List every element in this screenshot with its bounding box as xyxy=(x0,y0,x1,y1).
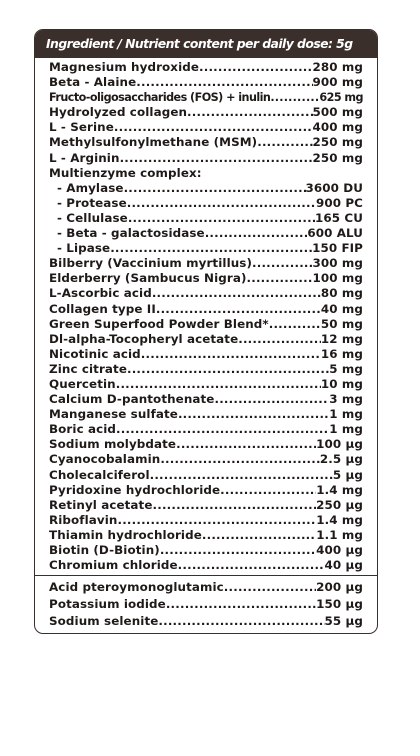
nutrient-amount: 50 mg xyxy=(320,316,363,331)
nutrient-name: Sodium selenite xyxy=(49,614,159,629)
nutrient-amount: 100 µg xyxy=(316,437,363,452)
nutrient-name: Methylsulfonylmethane (MSM) xyxy=(49,135,258,150)
dot-leader xyxy=(150,468,333,483)
nutrient-row xyxy=(49,256,363,271)
dot-leader xyxy=(214,392,329,407)
nutrient-row xyxy=(49,347,363,362)
nutrient-row xyxy=(49,211,363,226)
nutrient-amount: 600 ALU xyxy=(307,226,363,241)
nutrient-row xyxy=(49,392,363,407)
nutrient-amount: 2.5 µg xyxy=(319,452,363,467)
nutrient-amount: 150 µg xyxy=(316,597,363,612)
nutrient-amount: 16 mg xyxy=(320,346,363,361)
nutrient-name: - Amylase xyxy=(57,180,124,195)
nutrient-row xyxy=(49,317,363,332)
nutrient-amount: 200 µg xyxy=(316,580,363,595)
nutrient-row xyxy=(49,302,363,317)
dot-leader xyxy=(124,181,306,196)
nutrient-row xyxy=(49,558,363,573)
nutrient-name: Potassium iodide xyxy=(49,597,166,612)
dot-leader xyxy=(187,105,312,120)
dot-leader xyxy=(127,362,329,377)
nutrient-amount: 150 FIP xyxy=(312,241,363,256)
nutrient-name: Boric acid xyxy=(49,422,117,437)
dot-leader xyxy=(127,196,316,211)
nutrient-row xyxy=(49,452,363,467)
dot-leader xyxy=(220,483,316,498)
nutrient-row xyxy=(49,196,363,211)
section-divider xyxy=(35,575,377,576)
dot-leader xyxy=(205,226,308,241)
nutrient-list xyxy=(35,58,377,573)
dot-leader xyxy=(178,407,329,422)
dot-leader xyxy=(120,151,313,166)
nutrient-row xyxy=(49,120,363,135)
nutrient-amount: 55 µg xyxy=(324,614,363,629)
nutrient-row xyxy=(49,596,363,613)
dot-leader xyxy=(116,422,329,437)
dot-leader xyxy=(110,241,312,256)
dot-leader xyxy=(176,437,316,452)
nutrient-row xyxy=(49,135,363,150)
nutrient-amount: 250 mg xyxy=(312,135,363,150)
nutrient-name: Chromium chloride xyxy=(49,558,178,573)
nutrient-amount: 40 mg xyxy=(320,301,363,316)
nutrient-name: - Cellulase xyxy=(57,210,128,225)
nutrient-name: - Lipase xyxy=(57,241,111,256)
nutrient-name: Bilberry (Vaccinium myrtillus) xyxy=(49,256,253,271)
dot-leader xyxy=(199,60,313,75)
nutrient-amount: 500 mg xyxy=(312,105,363,120)
nutrient-amount: 250 µg xyxy=(316,497,363,512)
dot-leader xyxy=(136,75,312,90)
nutrient-amount: 5 mg xyxy=(329,361,363,376)
dot-leader xyxy=(160,543,316,558)
nutrient-row xyxy=(49,407,363,422)
nutrient-amount: 12 mg xyxy=(320,331,363,346)
nutrient-row xyxy=(49,241,363,256)
dot-leader xyxy=(269,317,321,332)
dot-leader xyxy=(114,120,313,135)
nutrient-amount: 1.4 mg xyxy=(316,482,363,497)
dot-leader xyxy=(247,271,313,286)
nutrient-name: Quercetin xyxy=(49,376,116,391)
dot-leader xyxy=(252,256,313,271)
nutrient-row xyxy=(49,362,363,377)
nutrient-name: Cyanocobalamin xyxy=(49,452,161,467)
nutrient-amount: 10 mg xyxy=(320,376,363,391)
nutrient-amount: 1.1 mg xyxy=(316,527,363,542)
nutrient-name: Dl-alpha-Tocopheryl acetate xyxy=(49,331,239,346)
dot-leader xyxy=(153,498,317,513)
nutrient-row xyxy=(49,543,363,558)
nutrient-name: Acid pteroymonoglutamic xyxy=(49,580,224,595)
nutrient-amount: 3600 DU xyxy=(305,180,363,195)
nutrient-amount: 400 µg xyxy=(316,543,363,557)
nutrient-amount: 1 mg xyxy=(329,407,363,422)
nutrient-row xyxy=(49,513,363,528)
nutrient-row xyxy=(49,75,363,90)
dot-leader xyxy=(238,332,321,347)
nutrient-name: Calcium D-pantothenate xyxy=(49,392,215,407)
nutrient-name: Manganese sulfate xyxy=(49,407,178,422)
dot-leader xyxy=(158,613,324,630)
dot-leader xyxy=(116,377,321,392)
nutrient-row xyxy=(49,528,363,543)
dot-leader xyxy=(257,135,312,150)
nutrient-amount: 900 PC xyxy=(315,195,363,210)
nutrient-row xyxy=(49,226,363,241)
nutrient-name: Fructo-oligosaccharides (FOS) + inulin xyxy=(49,91,271,105)
nutrient-name: L - Serine xyxy=(49,120,114,135)
nutrient-name: L - Arginin xyxy=(49,150,120,165)
nutrient-name: Hydrolyzed collagen xyxy=(49,105,188,120)
nutrient-row xyxy=(49,377,363,392)
nutrient-name: Green Superfood Powder Blend* xyxy=(49,316,269,331)
nutrient-amount: 3 mg xyxy=(329,392,363,407)
dot-leader xyxy=(156,302,321,317)
dot-leader xyxy=(202,528,316,543)
nutrient-amount: 1 mg xyxy=(329,422,363,437)
nutrient-row xyxy=(49,90,363,105)
nutrient-table-panel xyxy=(34,29,378,634)
nutrient-amount: 165 CU xyxy=(315,210,363,225)
nutrient-list-extra xyxy=(35,579,377,630)
dot-leader xyxy=(128,211,315,226)
dot-leader xyxy=(166,596,316,613)
dot-leader xyxy=(117,513,316,528)
nutrient-group-heading xyxy=(49,166,363,181)
nutrient-row xyxy=(49,468,363,483)
nutrient-amount: 250 mg xyxy=(312,150,363,165)
nutrient-row xyxy=(49,498,363,513)
nutrient-row xyxy=(49,579,363,596)
nutrient-row xyxy=(49,181,363,196)
nutrient-amount: 5 µg xyxy=(332,467,363,482)
table-header-title: Ingredient / Nutrient content per daily dose: 5g xyxy=(46,36,353,51)
nutrient-name: Multienzyme complex: xyxy=(49,165,202,180)
nutrient-name: Retinyl acetate xyxy=(49,497,153,512)
nutrient-name: Thiamin hydrochloride xyxy=(49,527,202,542)
nutrient-row xyxy=(49,332,363,347)
nutrient-row xyxy=(49,483,363,498)
table-header xyxy=(35,30,377,58)
nutrient-name: Magnesium hydroxide xyxy=(49,60,200,74)
nutrient-name: Beta - Alaine xyxy=(49,75,137,90)
nutrient-name: - Beta - galactosidase xyxy=(57,226,205,241)
nutrient-row xyxy=(49,151,363,166)
dot-leader xyxy=(152,286,321,301)
dot-leader xyxy=(178,558,325,573)
nutrient-name: L-Ascorbic acid xyxy=(49,286,152,301)
nutrient-name: Biotin (D-Biotin) xyxy=(49,543,160,557)
nutrient-row xyxy=(49,437,363,452)
dot-leader xyxy=(160,452,320,467)
nutrient-row xyxy=(49,105,363,120)
nutrient-row xyxy=(49,613,363,630)
nutrient-name: Elderberry (Sambucus Nigra) xyxy=(49,271,247,286)
nutrient-name: Pyridoxine hydrochloride xyxy=(49,482,221,497)
nutrient-amount: 1.4 mg xyxy=(316,512,363,527)
nutrient-row xyxy=(49,271,363,286)
nutrient-name: Zinc citrate xyxy=(49,361,127,376)
nutrient-amount: 40 µg xyxy=(324,558,363,573)
nutrient-name: Cholecalciferol xyxy=(49,467,150,482)
nutrient-row xyxy=(49,422,363,437)
nutrient-name: Collagen type II xyxy=(49,301,156,316)
dot-leader xyxy=(270,90,319,105)
nutrient-amount: 80 mg xyxy=(320,286,363,301)
nutrient-row xyxy=(49,60,363,75)
nutrient-name: - Protease xyxy=(57,195,127,210)
dot-leader xyxy=(141,347,321,362)
nutrient-amount: 400 mg xyxy=(312,120,363,135)
nutrient-amount: 280 mg xyxy=(312,60,363,74)
nutrient-amount: 625 mg xyxy=(319,91,363,105)
nutrient-name: Nicotinic acid xyxy=(49,346,141,361)
nutrient-amount: 300 mg xyxy=(312,256,363,271)
nutrient-name: Riboflavin xyxy=(49,512,118,527)
nutrient-row xyxy=(49,286,363,301)
dot-leader xyxy=(224,579,316,596)
nutrient-amount: 900 mg xyxy=(312,75,363,90)
nutrient-amount: 100 mg xyxy=(312,271,363,286)
nutrient-name: Sodium molybdate xyxy=(49,437,177,452)
